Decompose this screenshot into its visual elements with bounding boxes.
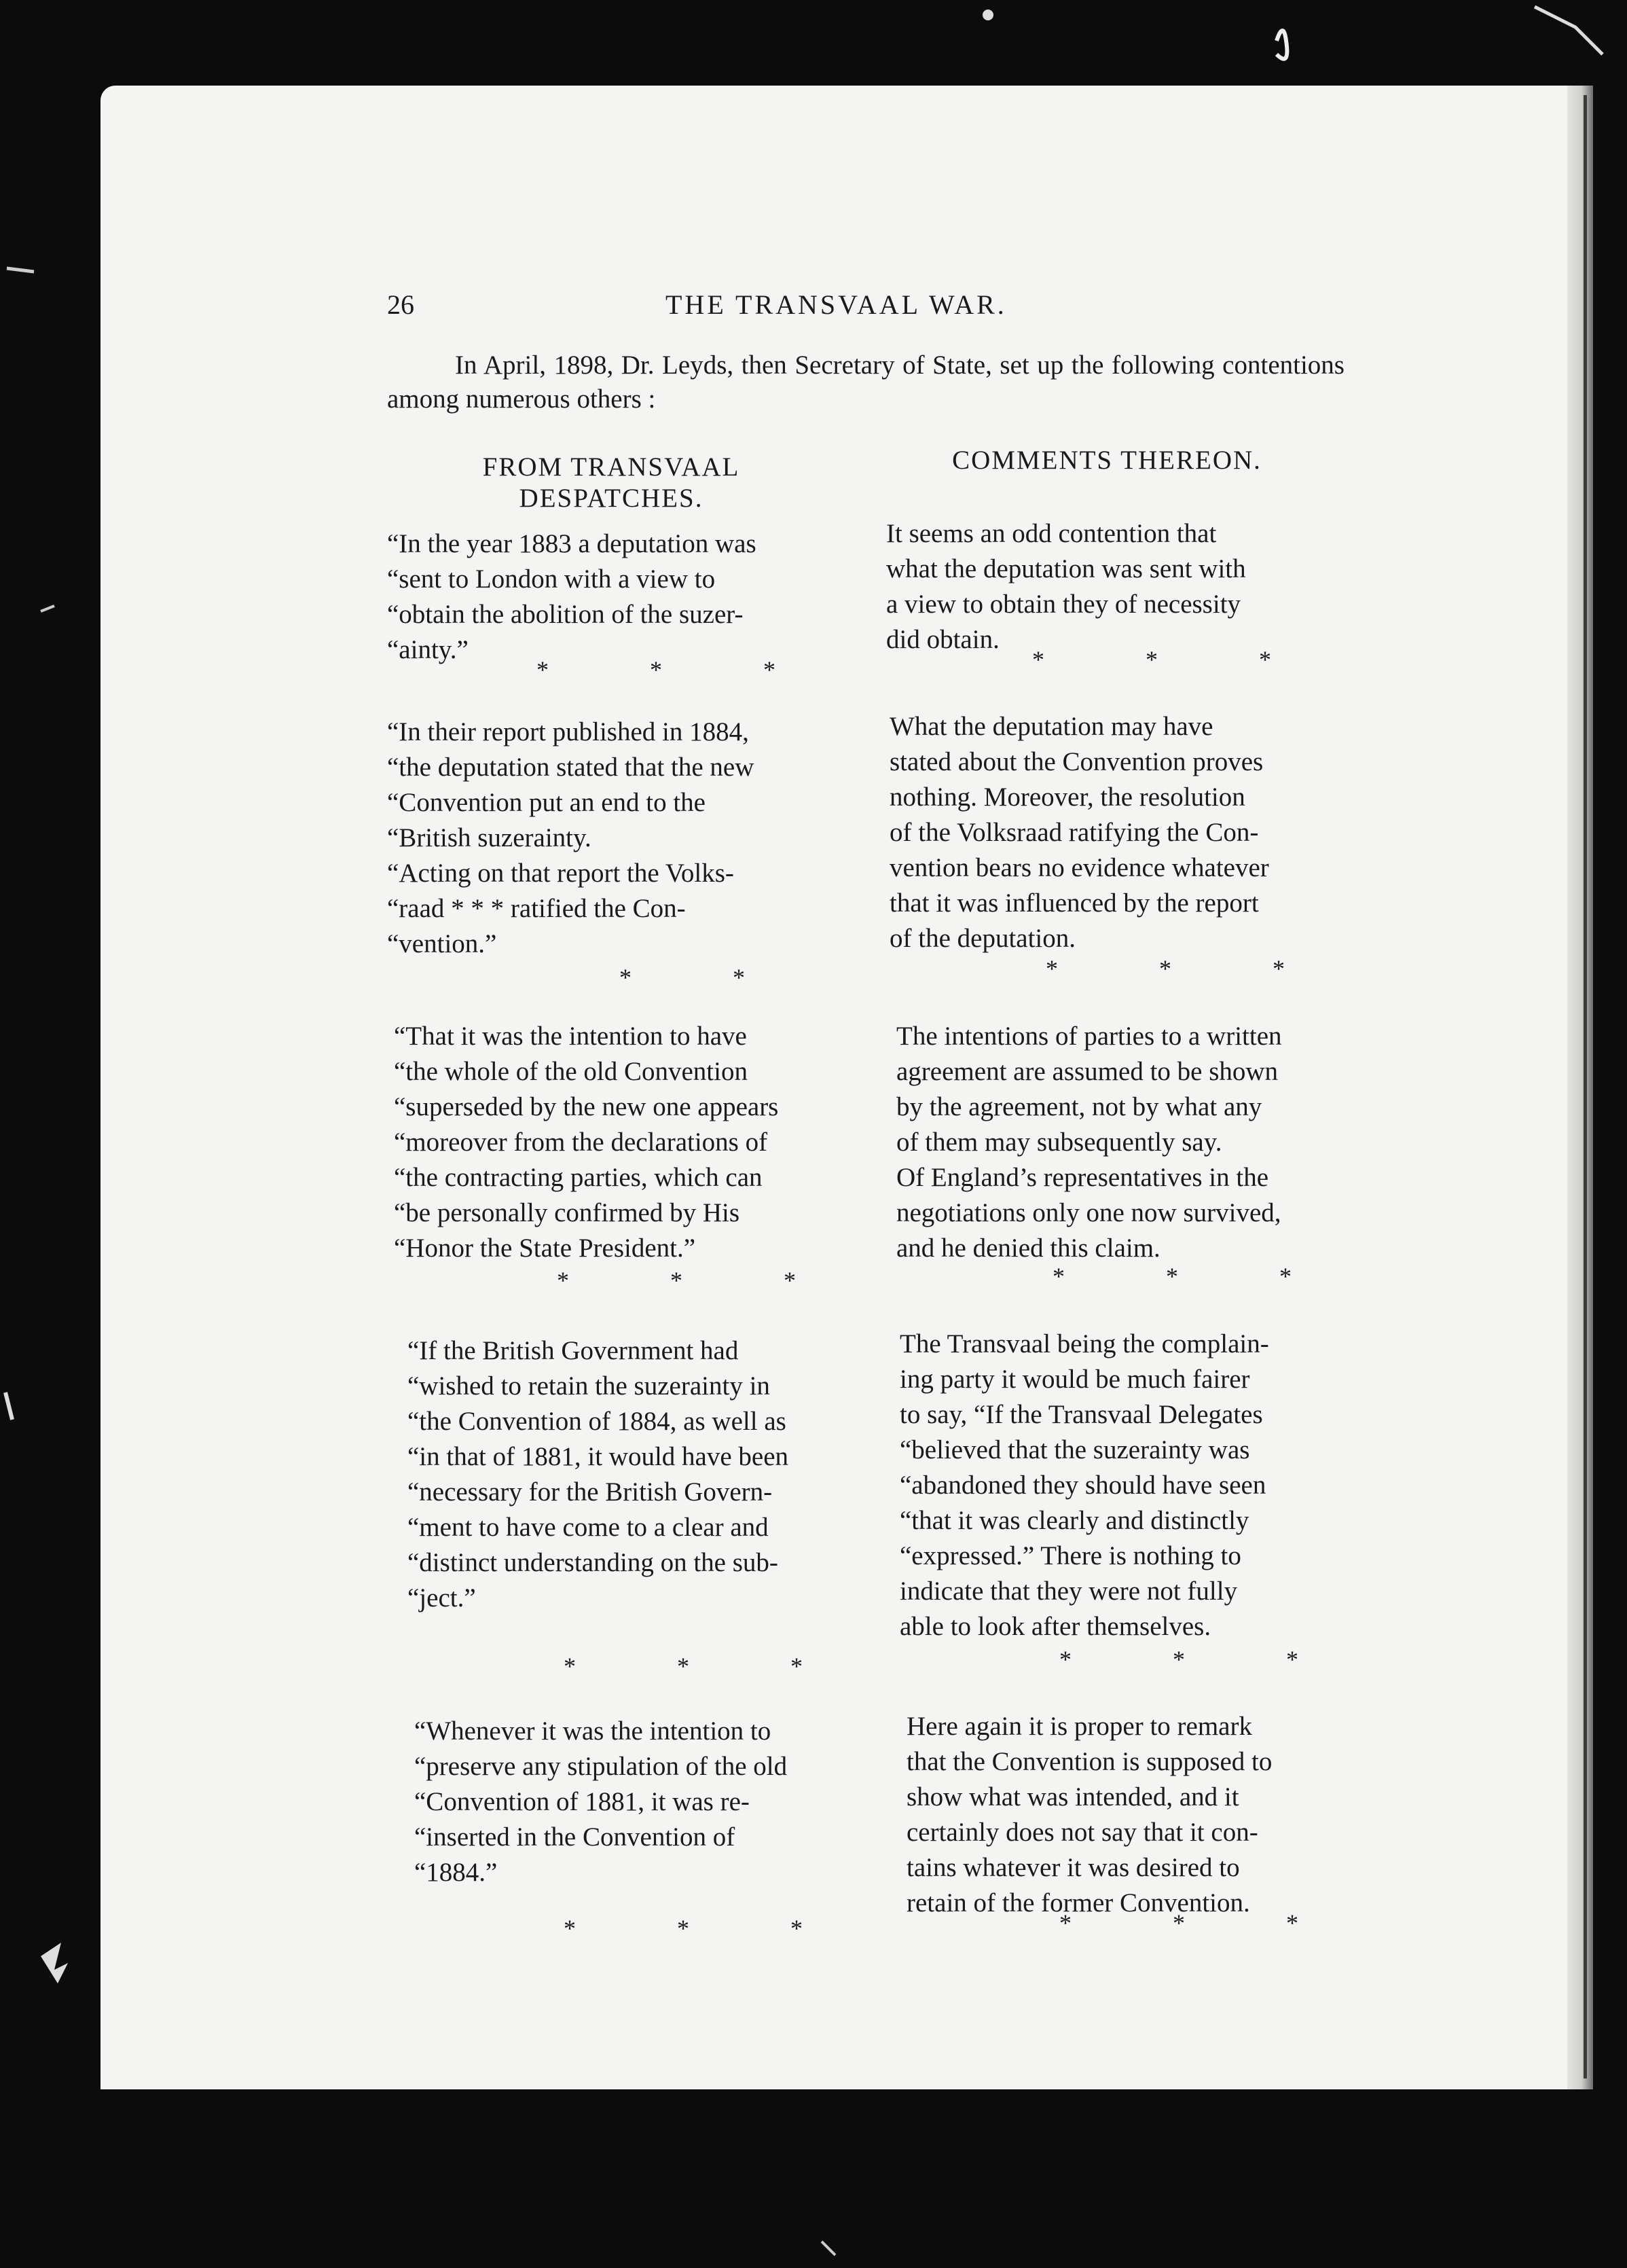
section-separator: * * — [619, 964, 792, 991]
section-separator: * * * — [557, 1267, 843, 1294]
text-line: negotiations only one now survived, — [896, 1198, 1281, 1227]
quote-entry — [387, 526, 849, 668]
text-line: “abandoned they should have seen — [900, 1471, 1266, 1500]
text-line: “preserve any stipulation of the old — [414, 1752, 788, 1781]
text-line: ing party it would be much fairer — [900, 1365, 1250, 1394]
quote-entry — [394, 1019, 862, 1266]
text-line: what the deputation was sent with — [886, 554, 1246, 583]
text-line: of the Volksraad ratifying the Con- — [890, 818, 1259, 847]
comment-entry — [896, 1019, 1365, 1266]
quote-entry — [407, 1333, 869, 1616]
text-line: vention bears no evidence whatever — [890, 853, 1269, 882]
text-line: “in that of 1881, it would have been — [407, 1442, 789, 1471]
text-line: retain of the former Convention. — [907, 1888, 1250, 1918]
text-line: “inserted in the Convention of — [414, 1822, 735, 1852]
text-line: “ject.” — [407, 1583, 476, 1613]
section-separator: * * * — [1059, 1646, 1346, 1673]
text-line: “obtain the abolition of the suzer- — [387, 600, 744, 629]
text-line: “necessary for the British Govern- — [407, 1477, 773, 1507]
text-line: show what was intended, and it — [907, 1782, 1239, 1812]
text-line: “In their report published in 1884, — [387, 717, 749, 746]
text-line: “moreover from the declarations of — [394, 1128, 768, 1157]
section-separator: * * * — [564, 1915, 850, 1942]
text-line: of them may subsequently say. — [896, 1128, 1222, 1157]
text-line: “British suzerainty. — [387, 823, 591, 852]
text-line: “Convention put an end to the — [387, 788, 706, 817]
comment-entry — [886, 516, 1348, 658]
text-line: “sent to London with a view to — [387, 564, 716, 594]
running-head: THE TRANSVAAL WAR. — [665, 289, 1007, 320]
quote-entry — [414, 1714, 876, 1890]
text-line: “1884.” — [414, 1858, 498, 1887]
text-line: nothing. Moreover, the resolution — [890, 782, 1245, 812]
text-line: Here again it is proper to remark — [907, 1712, 1252, 1741]
section-separator: * * * — [1032, 646, 1319, 673]
text-line: “be personally confirmed by His — [394, 1198, 740, 1227]
section-separator: * * * — [536, 656, 823, 683]
page-edge-shadow — [1567, 86, 1593, 2089]
section-separator: * * * — [1046, 955, 1332, 982]
text-line: “the whole of the old Convention — [394, 1057, 748, 1086]
comment-entry — [907, 1709, 1375, 1921]
text-line: to say, “If the Transvaal Delegates — [900, 1400, 1263, 1429]
quote-entry — [387, 715, 856, 962]
text-line: did obtain. — [886, 625, 1000, 654]
text-line: that it was influenced by the report — [890, 888, 1259, 918]
text-line: “If the British Government had — [407, 1336, 739, 1365]
text-line: “superseded by the new one appears — [394, 1092, 779, 1121]
text-line: “Whenever it was the intention to — [414, 1716, 771, 1746]
text-line: Of England’s representatives in the — [896, 1163, 1268, 1192]
text-line: It seems an odd contention that — [886, 519, 1217, 548]
text-line: of the deputation. — [890, 924, 1076, 953]
text-line: “ment to have come to a clear and — [407, 1513, 769, 1542]
comment-entry — [900, 1327, 1368, 1644]
left-column-heading: FROM TRANSVAAL DESPATCHES. — [482, 452, 740, 513]
intro-paragraph: In April, 1898, Dr. Leyds, then Secretary of State, set up the following contentions among numerous others : — [387, 350, 1345, 414]
text-line: The Transvaal being the complain- — [900, 1329, 1269, 1358]
text-line: a view to obtain they of necessity — [886, 590, 1241, 619]
text-line: “the Convention of 1884, as well as — [407, 1407, 786, 1436]
text-line: “ainty.” — [387, 635, 469, 664]
text-line: “the deputation stated that the new — [387, 753, 754, 782]
text-line: “that it was clearly and distinctly — [900, 1506, 1249, 1535]
text-line: stated about the Convention proves — [890, 747, 1264, 776]
section-separator: * * * — [1053, 1263, 1339, 1290]
text-line: “Acting on that report the Volks- — [387, 859, 734, 888]
text-line: “vention.” — [387, 929, 497, 958]
text-line: “Honor the State President.” — [394, 1234, 696, 1263]
text-line: certainly does not say that it con- — [907, 1818, 1258, 1847]
text-line: “expressed.” There is nothing to — [900, 1541, 1241, 1570]
text-line: indicate that they were not fully — [900, 1577, 1238, 1606]
text-line: “distinct understanding on the sub- — [407, 1548, 778, 1577]
text-line: The intentions of parties to a written — [896, 1022, 1282, 1051]
text-line: “the contracting parties, which can — [394, 1163, 763, 1192]
text-line: tains whatever it was desired to — [907, 1853, 1240, 1882]
text-line: “raad * * * ratified the Con- — [387, 894, 686, 923]
comment-entry — [890, 709, 1358, 956]
text-line: by the agreement, not by what any — [896, 1092, 1262, 1121]
binding-line — [1584, 95, 1587, 2078]
text-line: “Convention of 1881, it was re- — [414, 1787, 750, 1816]
text-line: and he denied this claim. — [896, 1234, 1160, 1263]
text-line: “In the year 1883 a deputation was — [387, 529, 756, 558]
text-line: “That it was the intention to have — [394, 1022, 747, 1051]
text-line: “wished to retain the suzerainty in — [407, 1371, 770, 1401]
page-number: 26 — [387, 289, 414, 320]
text-line: “believed that the suzerainty was — [900, 1435, 1250, 1464]
text-line: What the deputation may have — [890, 712, 1213, 741]
text-line: that the Convention is supposed to — [907, 1747, 1273, 1776]
section-separator: * * * — [564, 1653, 850, 1680]
right-column-heading: COMMENTS THEREON. — [952, 446, 1262, 475]
text-line: able to look after themselves. — [900, 1612, 1211, 1641]
section-separator: * * * — [1059, 1909, 1346, 1937]
text-line: agreement are assumed to be shown — [896, 1057, 1279, 1086]
